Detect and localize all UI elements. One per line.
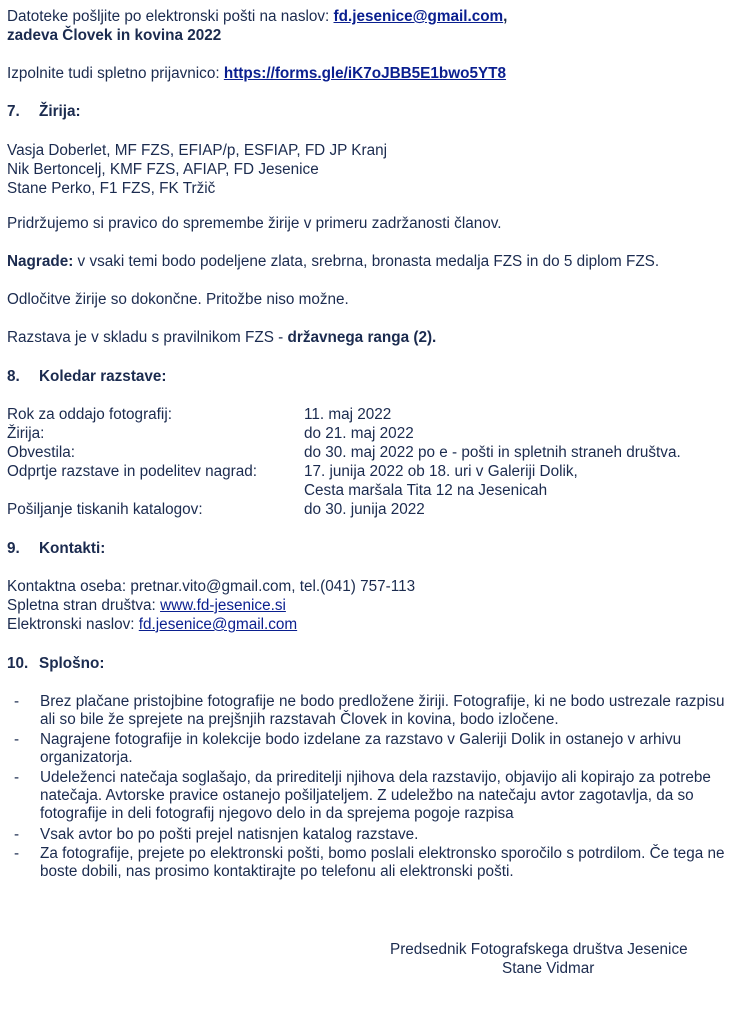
form-link[interactable]: https://forms.gle/iK7oJBB5E1bwo5YT8 [223, 65, 507, 82]
signature-name: Stane Vidmar [502, 960, 595, 977]
signature-title: Predsednik Fotografskega društva Jesenice [390, 941, 688, 958]
calendar-value: do 30. junija 2022 [304, 501, 425, 518]
jury-member: Stane Perko, F1 FZS, FK Tržič [7, 180, 216, 197]
jury-note: Pridržujemo si pravico do spremembe žirije v primeru zadržanosti članov. [7, 215, 502, 232]
calendar-value: do 30. maj 2022 po e - pošti in spletnih straneh društva. [304, 444, 681, 461]
website-line: Spletna stran društva: www.fd-jesenice.si [7, 597, 286, 614]
contact-person: Kontaktna oseba: pretnar.vito@gmail.com, tel.(041) 757-113 [7, 578, 416, 595]
list-item: - Nagrajene fotografije in kolekcije bodo izdelane za razstavo v Galeriji Dolik in ostanejo v arhivu organizatorja. [14, 731, 682, 766]
final-decision: Odločitve žirije so dokončne. Pritožbe niso možne. [7, 291, 349, 308]
calendar-value: Cesta maršala Tita 12 na Jesenicah [304, 482, 548, 499]
awards-line: Nagrade: v vsaki temi bodo podeljene zlata, srebrna, bronasta medalja FZS in do 5 diplom FZS. [7, 253, 660, 270]
subject-line: zadeva Človek in kovina 2022 [7, 27, 222, 44]
section-heading-general: 10. Splošno: [7, 655, 105, 672]
list-item: - Udeleženci natečaja soglašajo, da prireditelji njihova dela razstavijo, objavijo ali kopirajo za potrebe natečaja. Avtorske pravice ostanejo pošiljateljem. Z udeležbo na natečaju avtor zagotavlja, da so fotografije in deli fotografij njegovo delo in da sprejema pogoje razpisa [14, 769, 711, 822]
form-line: Izpolnite tudi spletno prijavnico: https://forms.gle/iK7oJBB5E1bwo5YT8 [7, 65, 507, 82]
list-item: - Brez plačane pristojbine fotografije ne bodo predložene žiriji. Fotografije, ki ne bodo ustrezale razpisu ali so bile že sprejete na prejšnjih razstavah Človek in kovina, bodo izločene. [14, 693, 725, 728]
jury-member: Vasja Doberlet, MF FZS, EFIAP/p, ESFIAP, FD JP Kranj [7, 142, 387, 159]
calendar-label: Odprtje razstave in podelitev nagrad: [7, 463, 257, 480]
section-heading-contacts: 9. Kontakti: [7, 540, 106, 557]
calendar-label: Rok za oddajo fotografij: [7, 406, 172, 423]
section-heading-calendar: 8. Koledar razstave: [7, 368, 167, 385]
calendar-value: do 21. maj 2022 [304, 425, 414, 442]
section-heading-jury: 7. Žirija: [7, 103, 81, 120]
calendar-label: Pošiljanje tiskanih katalogov: [7, 501, 203, 518]
rank-line: Razstava je v skladu s pravilnikom FZS - državnega ranga (2). [7, 329, 437, 346]
intro-line: Datoteke pošljite po elektronski pošti na naslov: fd.jesenice@gmail.com, [7, 8, 508, 25]
list-item: - Vsak avtor bo po pošti prejel natisnjen katalog razstave. [14, 826, 419, 843]
contact-email-line: Elektronski naslov: fd.jesenice@gmail.com [7, 616, 298, 633]
list-item: - Za fotografije, prejete po elektronski pošti, bomo poslali elektronsko sporočilo s potrdilom. Če tega ne boste dobili, nas prosimo kontaktirajte po telefonu ali elektronski pošti. [14, 845, 725, 880]
calendar-label: Žirija: [7, 425, 45, 442]
calendar-value: 11. maj 2022 [304, 406, 392, 423]
calendar-value: 17. junija 2022 ob 18. uri v Galeriji Dolik, [304, 463, 578, 480]
website-link[interactable]: www.fd-jesenice.si [160, 597, 286, 614]
contact-email-link[interactable]: fd.jesenice@gmail.com [138, 616, 298, 633]
jury-member: Nik Bertoncelj, KMF FZS, AFIAP, FD Jesenice [7, 161, 319, 178]
email-link[interactable]: fd.jesenice@gmail.com [333, 8, 504, 25]
calendar-label: Obvestila: [7, 444, 76, 461]
